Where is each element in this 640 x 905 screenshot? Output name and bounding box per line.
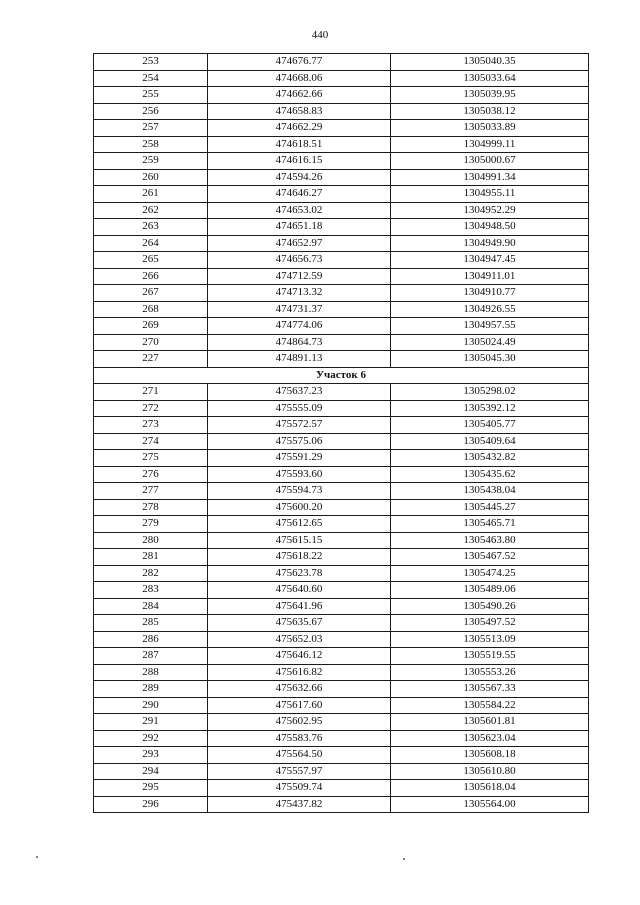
point-number-cell: 261 xyxy=(94,186,208,203)
x-coordinate-cell: 474662.29 xyxy=(208,120,391,137)
y-coordinate-cell: 1305039.95 xyxy=(391,87,589,104)
point-number-cell: 286 xyxy=(94,631,208,648)
table-row xyxy=(94,235,589,252)
point-number-cell: 276 xyxy=(94,466,208,483)
y-coordinate-cell: 1304947.45 xyxy=(391,252,589,269)
table-row xyxy=(94,631,589,648)
table-row xyxy=(94,384,589,401)
y-coordinate-cell: 1305584.22 xyxy=(391,697,589,714)
x-coordinate-cell: 475612.65 xyxy=(208,516,391,533)
y-coordinate-cell: 1305513.09 xyxy=(391,631,589,648)
x-coordinate-cell: 474864.73 xyxy=(208,334,391,351)
table-row xyxy=(94,87,589,104)
x-coordinate-cell: 475594.73 xyxy=(208,483,391,500)
y-coordinate-cell: 1305409.64 xyxy=(391,433,589,450)
point-number-cell: 295 xyxy=(94,780,208,797)
point-number-cell: 287 xyxy=(94,648,208,665)
table-row xyxy=(94,532,589,549)
y-coordinate-cell: 1304911.01 xyxy=(391,268,589,285)
point-number-cell: 258 xyxy=(94,136,208,153)
table-row xyxy=(94,516,589,533)
point-number-cell: 274 xyxy=(94,433,208,450)
x-coordinate-cell: 475632.66 xyxy=(208,681,391,698)
table-row xyxy=(94,565,589,582)
y-coordinate-cell: 1304991.34 xyxy=(391,169,589,186)
x-coordinate-cell: 474731.37 xyxy=(208,301,391,318)
table-row xyxy=(94,70,589,87)
table-row xyxy=(94,301,589,318)
x-coordinate-cell: 475564.50 xyxy=(208,747,391,764)
table-row xyxy=(94,334,589,351)
x-coordinate-cell: 474891.13 xyxy=(208,351,391,368)
x-coordinate-cell: 475509.74 xyxy=(208,780,391,797)
point-number-cell: 265 xyxy=(94,252,208,269)
table-row xyxy=(94,747,589,764)
table-row xyxy=(94,351,589,368)
y-coordinate-cell: 1305432.82 xyxy=(391,450,589,467)
x-coordinate-cell: 475652.03 xyxy=(208,631,391,648)
table-row xyxy=(94,153,589,170)
y-coordinate-cell: 1305610.80 xyxy=(391,763,589,780)
y-coordinate-cell: 1305465.71 xyxy=(391,516,589,533)
point-number-cell: 263 xyxy=(94,219,208,236)
table-row xyxy=(94,400,589,417)
point-number-cell: 285 xyxy=(94,615,208,632)
x-coordinate-cell: 475437.82 xyxy=(208,796,391,813)
table-row xyxy=(94,598,589,615)
x-coordinate-cell: 475600.20 xyxy=(208,499,391,516)
point-number-cell: 294 xyxy=(94,763,208,780)
x-coordinate-cell: 474651.18 xyxy=(208,219,391,236)
point-number-cell: 267 xyxy=(94,285,208,302)
section-title: Участок 6 xyxy=(94,367,589,384)
point-number-cell: 296 xyxy=(94,796,208,813)
x-coordinate-cell: 474594.26 xyxy=(208,169,391,186)
x-coordinate-cell: 474618.51 xyxy=(208,136,391,153)
point-number-cell: 272 xyxy=(94,400,208,417)
x-coordinate-cell: 474662.66 xyxy=(208,87,391,104)
y-coordinate-cell: 1305038.12 xyxy=(391,103,589,120)
table-row xyxy=(94,763,589,780)
point-number-cell: 282 xyxy=(94,565,208,582)
table-body-before-section xyxy=(94,54,589,368)
section-header xyxy=(94,367,589,384)
x-coordinate-cell: 475557.97 xyxy=(208,763,391,780)
table-row xyxy=(94,417,589,434)
y-coordinate-cell: 1305438.04 xyxy=(391,483,589,500)
y-coordinate-cell: 1305000.67 xyxy=(391,153,589,170)
table-row xyxy=(94,796,589,813)
point-number-cell: 281 xyxy=(94,549,208,566)
y-coordinate-cell: 1305519.55 xyxy=(391,648,589,665)
x-coordinate-cell: 475618.22 xyxy=(208,549,391,566)
y-coordinate-cell: 1305608.18 xyxy=(391,747,589,764)
scan-speck xyxy=(36,856,38,858)
x-coordinate-cell: 475555.09 xyxy=(208,400,391,417)
section-title-row xyxy=(94,367,589,384)
page-number: 440 xyxy=(311,29,329,41)
y-coordinate-cell: 1305474.25 xyxy=(391,565,589,582)
y-coordinate-cell: 1305601.81 xyxy=(391,714,589,731)
point-number-cell: 227 xyxy=(94,351,208,368)
x-coordinate-cell: 475616.82 xyxy=(208,664,391,681)
x-coordinate-cell: 475641.96 xyxy=(208,598,391,615)
y-coordinate-cell: 1305567.33 xyxy=(391,681,589,698)
point-number-cell: 253 xyxy=(94,54,208,71)
table-row xyxy=(94,186,589,203)
y-coordinate-cell: 1305392.12 xyxy=(391,400,589,417)
table-row xyxy=(94,582,589,599)
x-coordinate-cell: 475640.60 xyxy=(208,582,391,599)
y-coordinate-cell: 1305623.04 xyxy=(391,730,589,747)
table-row xyxy=(94,450,589,467)
table-row xyxy=(94,714,589,731)
table-row xyxy=(94,780,589,797)
y-coordinate-cell: 1305435.62 xyxy=(391,466,589,483)
x-coordinate-cell: 475617.60 xyxy=(208,697,391,714)
x-coordinate-cell: 475575.06 xyxy=(208,433,391,450)
point-number-cell: 259 xyxy=(94,153,208,170)
y-coordinate-cell: 1304952.29 xyxy=(391,202,589,219)
y-coordinate-cell: 1305497.52 xyxy=(391,615,589,632)
x-coordinate-cell: 474713.32 xyxy=(208,285,391,302)
x-coordinate-cell: 474653.02 xyxy=(208,202,391,219)
y-coordinate-cell: 1305467.52 xyxy=(391,549,589,566)
table-row xyxy=(94,219,589,236)
table-row xyxy=(94,681,589,698)
x-coordinate-cell: 475635.67 xyxy=(208,615,391,632)
table-row xyxy=(94,483,589,500)
point-number-cell: 275 xyxy=(94,450,208,467)
y-coordinate-cell: 1304955.11 xyxy=(391,186,589,203)
y-coordinate-cell: 1305033.89 xyxy=(391,120,589,137)
x-coordinate-cell: 475591.29 xyxy=(208,450,391,467)
y-coordinate-cell: 1305040.35 xyxy=(391,54,589,71)
x-coordinate-cell: 474774.06 xyxy=(208,318,391,335)
x-coordinate-cell: 474646.27 xyxy=(208,186,391,203)
x-coordinate-cell: 475623.78 xyxy=(208,565,391,582)
x-coordinate-cell: 475615.15 xyxy=(208,532,391,549)
point-number-cell: 284 xyxy=(94,598,208,615)
point-number-cell: 268 xyxy=(94,301,208,318)
table-row xyxy=(94,252,589,269)
y-coordinate-cell: 1304999.11 xyxy=(391,136,589,153)
point-number-cell: 291 xyxy=(94,714,208,731)
y-coordinate-cell: 1304949.90 xyxy=(391,235,589,252)
table-row xyxy=(94,318,589,335)
x-coordinate-cell: 475602.95 xyxy=(208,714,391,731)
scan-speck xyxy=(403,858,405,860)
y-coordinate-cell: 1305445.27 xyxy=(391,499,589,516)
point-number-cell: 280 xyxy=(94,532,208,549)
point-number-cell: 290 xyxy=(94,697,208,714)
y-coordinate-cell: 1305033.64 xyxy=(391,70,589,87)
y-coordinate-cell: 1304910.77 xyxy=(391,285,589,302)
point-number-cell: 264 xyxy=(94,235,208,252)
table-row xyxy=(94,268,589,285)
point-number-cell: 293 xyxy=(94,747,208,764)
y-coordinate-cell: 1305490.26 xyxy=(391,598,589,615)
y-coordinate-cell: 1305564.00 xyxy=(391,796,589,813)
point-number-cell: 262 xyxy=(94,202,208,219)
point-number-cell: 269 xyxy=(94,318,208,335)
point-number-cell: 292 xyxy=(94,730,208,747)
point-number-cell: 257 xyxy=(94,120,208,137)
table-row xyxy=(94,615,589,632)
table-row xyxy=(94,54,589,71)
y-coordinate-cell: 1304926.55 xyxy=(391,301,589,318)
point-number-cell: 256 xyxy=(94,103,208,120)
table-row xyxy=(94,648,589,665)
y-coordinate-cell: 1305489.06 xyxy=(391,582,589,599)
y-coordinate-cell: 1305553.26 xyxy=(391,664,589,681)
table-row xyxy=(94,697,589,714)
table-row xyxy=(94,730,589,747)
x-coordinate-cell: 474668.06 xyxy=(208,70,391,87)
table-row xyxy=(94,549,589,566)
coordinates-table xyxy=(93,53,589,813)
table-body-after-section xyxy=(94,384,589,813)
table-row xyxy=(94,202,589,219)
table-row xyxy=(94,120,589,137)
point-number-cell: 255 xyxy=(94,87,208,104)
x-coordinate-cell: 474656.73 xyxy=(208,252,391,269)
x-coordinate-cell: 475583.76 xyxy=(208,730,391,747)
point-number-cell: 266 xyxy=(94,268,208,285)
y-coordinate-cell: 1305045.30 xyxy=(391,351,589,368)
y-coordinate-cell: 1305298.02 xyxy=(391,384,589,401)
x-coordinate-cell: 475637.23 xyxy=(208,384,391,401)
y-coordinate-cell: 1305024.49 xyxy=(391,334,589,351)
table-row xyxy=(94,433,589,450)
x-coordinate-cell: 474658.83 xyxy=(208,103,391,120)
y-coordinate-cell: 1305463.80 xyxy=(391,532,589,549)
table-row xyxy=(94,136,589,153)
point-number-cell: 288 xyxy=(94,664,208,681)
y-coordinate-cell: 1305618.04 xyxy=(391,780,589,797)
point-number-cell: 283 xyxy=(94,582,208,599)
point-number-cell: 278 xyxy=(94,499,208,516)
point-number-cell: 273 xyxy=(94,417,208,434)
y-coordinate-cell: 1305405.77 xyxy=(391,417,589,434)
point-number-cell: 279 xyxy=(94,516,208,533)
point-number-cell: 289 xyxy=(94,681,208,698)
table-row xyxy=(94,285,589,302)
x-coordinate-cell: 474676.77 xyxy=(208,54,391,71)
table-row xyxy=(94,103,589,120)
y-coordinate-cell: 1304957.55 xyxy=(391,318,589,335)
point-number-cell: 277 xyxy=(94,483,208,500)
x-coordinate-cell: 475593.60 xyxy=(208,466,391,483)
table-row xyxy=(94,499,589,516)
point-number-cell: 260 xyxy=(94,169,208,186)
y-coordinate-cell: 1304948.50 xyxy=(391,219,589,236)
point-number-cell: 270 xyxy=(94,334,208,351)
table-row xyxy=(94,664,589,681)
x-coordinate-cell: 474652.97 xyxy=(208,235,391,252)
x-coordinate-cell: 474712.59 xyxy=(208,268,391,285)
table-row xyxy=(94,169,589,186)
table-row xyxy=(94,466,589,483)
point-number-cell: 254 xyxy=(94,70,208,87)
x-coordinate-cell: 474616.15 xyxy=(208,153,391,170)
x-coordinate-cell: 475572.57 xyxy=(208,417,391,434)
x-coordinate-cell: 475646.12 xyxy=(208,648,391,665)
point-number-cell: 271 xyxy=(94,384,208,401)
